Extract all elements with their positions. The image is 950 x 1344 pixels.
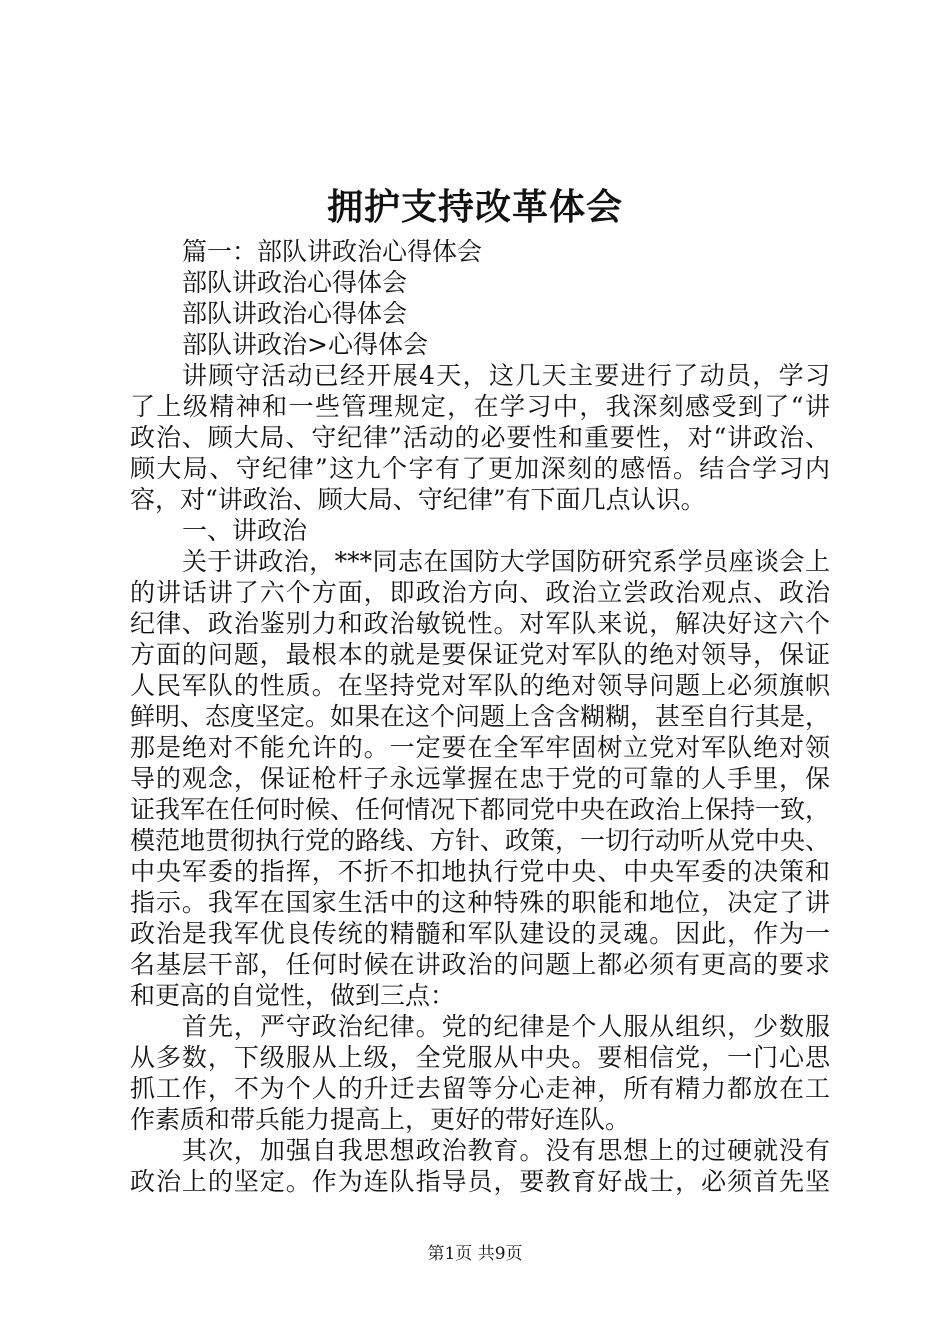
text-line: 模范地贯彻执行党的路线、方针、政策，一切行动听从党中央、 <box>130 826 831 855</box>
text-line: 导的观念，保证枪杆子永远掌握在忠于党的可靠的人手里，保 <box>130 764 830 793</box>
text-line: 鲜明、态度坚定。如果在这个问题上含含糊糊，甚至自行其是， <box>130 702 831 731</box>
text-line: 和更高的自觉性，做到三点： <box>130 981 456 1010</box>
text-line: 一、讲政治 <box>182 516 308 545</box>
text-line: 证我军在任何时候、任何情况下都同党中央在政治上保持一致， <box>130 795 831 824</box>
text-line: 作素质和带兵能力提高上，更好的带好连队。 <box>130 1105 631 1134</box>
document-title: 拥护支持改革体会 <box>326 186 623 228</box>
text-line: 顾大局、守纪律”这九个字有了更加深刻的感悟。结合学习内 <box>130 454 830 483</box>
text-line: 其次，加强自我思想政治教育。没有思想上的过硬就没有 <box>182 1136 830 1165</box>
document-body <box>130 236 830 1197</box>
text-line: 关于讲政治，***同志在国防大学国防研究系学员座谈会上 <box>182 547 830 576</box>
text-line: 政治上的坚定。作为连队指导员，要教育好战士，必须首先坚 <box>130 1167 830 1196</box>
text-line: 部队讲政治心得体会 <box>182 299 408 328</box>
text-line: 的讲话讲了六个方面，即政治方向、政治立尝政治观点、政治 <box>130 578 830 607</box>
text-line: 指示。我军在国家生活中的这种特殊的职能和地位，决定了讲 <box>130 888 830 917</box>
text-line: 名基层干部，任何时候在讲政治的问题上都必须有更高的要求 <box>130 950 830 979</box>
text-line: 篇一：部队讲政治心得体会 <box>182 237 483 266</box>
text-line: 纪律、政治鉴别力和政治敏锐性。对军队来说，解决好这六个 <box>130 609 830 638</box>
text-line: 政治是我军优良传统的精髓和军队建设的灵魂。因此，作为一 <box>130 919 830 948</box>
text-line: 中央军委的指挥，不折不扣地执行党中央、中央军委的决策和 <box>130 857 830 886</box>
text-line: 政治、顾大局、守纪律”活动的必要性和重要性，对“讲政治、 <box>130 423 830 452</box>
text-line: 部队讲政治心得体会 <box>182 268 408 297</box>
text-line: 容，对“讲政治、顾大局、守纪律”有下面几点认识。 <box>130 485 706 514</box>
text-line: 部队讲政治>心得体会 <box>182 330 428 359</box>
page-footer: 第1页 共9页 <box>427 1244 523 1264</box>
text-line: 讲顾守活动已经开展4天，这几天主要进行了动员，学习 <box>182 361 830 390</box>
text-line: 首先，严守政治纪律。党的纪律是个人服从组织，少数服 <box>182 1012 830 1041</box>
text-line: 抓工作，不为个人的升迁去留等分心走神，所有精力都放在工 <box>130 1074 830 1103</box>
text-line: 那是绝对不能允许的。一定要在全军牢固树立党对军队绝对领 <box>130 733 830 762</box>
text-line: 方面的问题，最根本的就是要保证党对军队的绝对领导，保证 <box>130 640 830 669</box>
text-line: 从多数，下级服从上级，全党服从中央。要相信党，一门心思 <box>130 1043 830 1072</box>
text-line: 人民军队的性质。在坚持党对军队的绝对领导问题上必须旗帜 <box>130 671 830 700</box>
text-line: 了上级精神和一些管理规定，在学习中，我深刻感受到了“讲 <box>130 392 830 421</box>
